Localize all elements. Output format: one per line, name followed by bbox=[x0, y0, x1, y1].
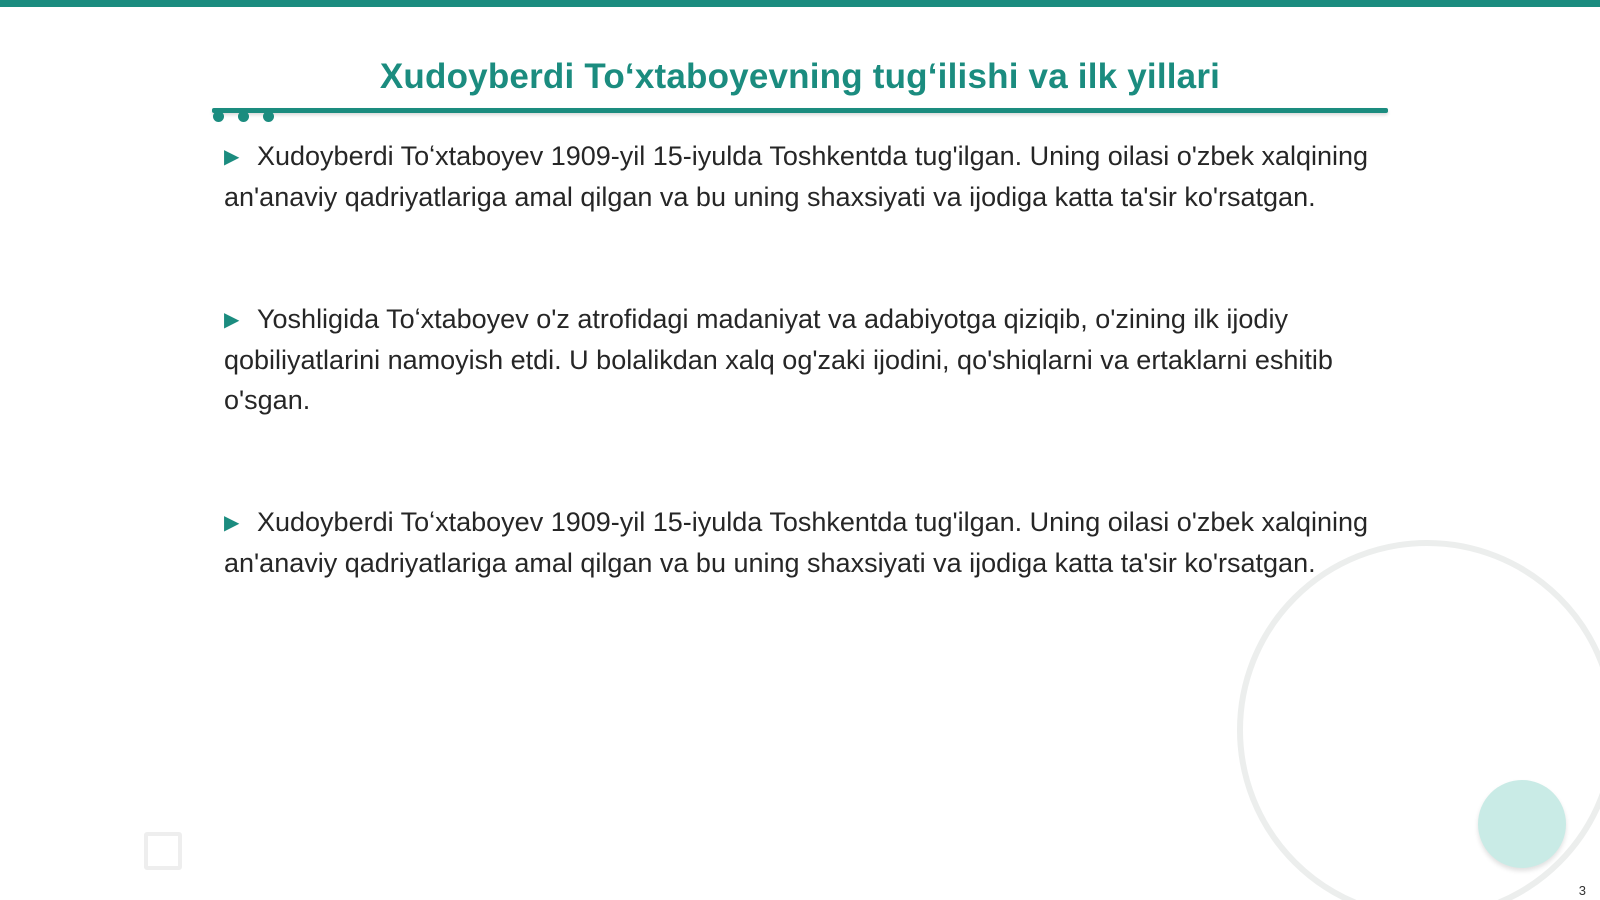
bullet-text: Xudoyberdi Toʻxtaboyev 1909-yil 15-iyulda Toshkentda tug'ilgan. Uning oilasi o'zbek xalqining an'anaviy qadriyatlariga amal qilgan va bu uning shaxsiyati va ijodiga katta ta'sir ko'rsatgan. bbox=[224, 507, 1369, 578]
top-accent-bar bbox=[0, 0, 1600, 7]
triangle-bullet-icon: ▶ bbox=[224, 309, 240, 331]
triangle-bullet-icon: ▶ bbox=[224, 146, 240, 168]
decorative-dot bbox=[213, 111, 224, 122]
page-number: 3 bbox=[1578, 883, 1586, 898]
bullet-list bbox=[224, 136, 1384, 665]
decorative-teal-circle bbox=[1478, 780, 1566, 868]
decorative-square bbox=[144, 832, 182, 870]
bullet-item bbox=[224, 502, 1384, 583]
triangle-bullet-icon: ▶ bbox=[224, 512, 240, 534]
bullet-text: Yoshligida Toʻxtaboyev o'z atrofidagi madaniyat va adabiyotga qiziqib, o'zining ilk ijodiy qobiliyatlarini namoyish etdi. U bolalikdan xalq og'zaki ijodini, qo'shiqlarni va ertaklarni eshitib o'sgan. bbox=[224, 304, 1333, 415]
decorative-dot bbox=[238, 111, 249, 122]
bullet-text: Xudoyberdi Toʻxtaboyev 1909-yil 15-iyulda Toshkentda tug'ilgan. Uning oilasi o'zbek xalqining an'anaviy qadriyatlariga amal qilgan va bu uning shaxsiyati va ijodiga katta ta'sir ko'rsatgan. bbox=[224, 141, 1369, 212]
slide-title: Xudoyberdi Toʻxtaboyevning tugʻilishi va ilk yillari bbox=[379, 57, 1221, 96]
title-underline bbox=[212, 108, 1388, 113]
decorative-dot bbox=[263, 111, 274, 122]
bullet-item bbox=[224, 299, 1384, 420]
bullet-item bbox=[224, 136, 1384, 217]
